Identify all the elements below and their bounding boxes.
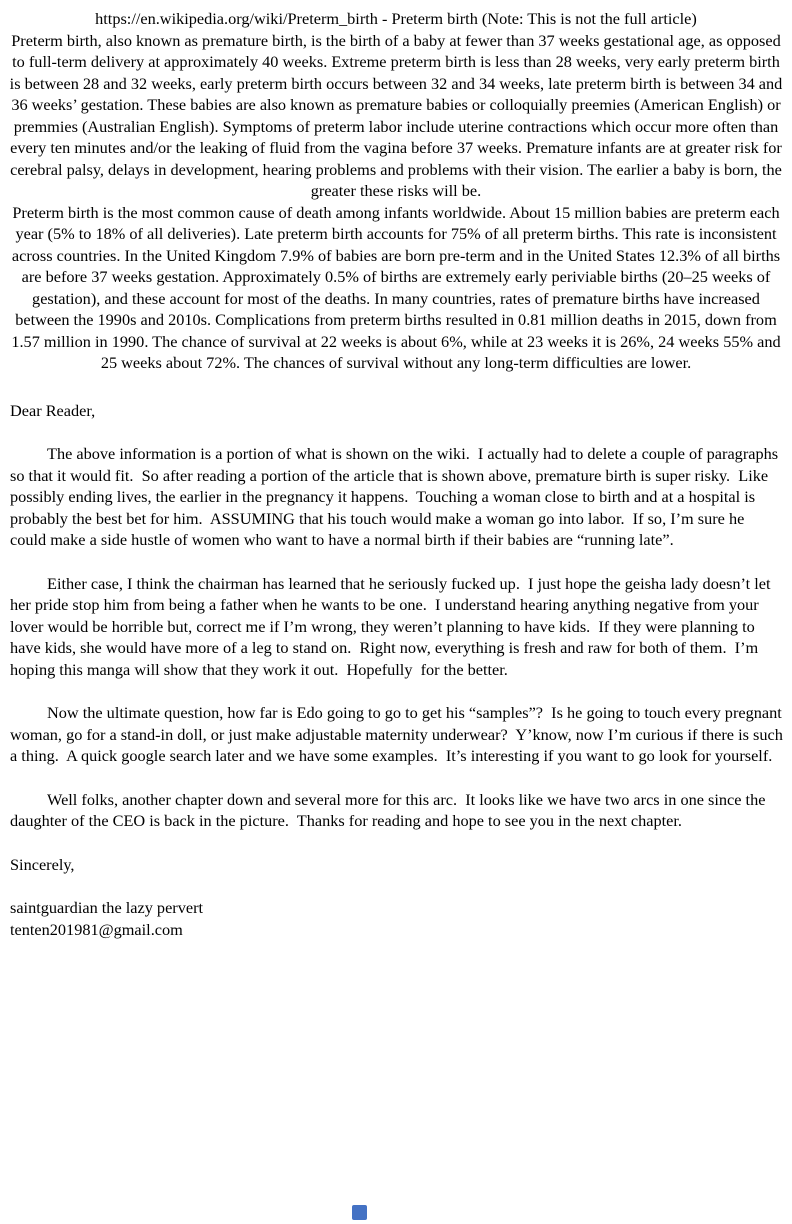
letter-paragraph-4: Well folks, another chapter down and several more for this arc. It looks like we have two arcs in one since the daughter of the CEO is back in the picture. Thanks for reading and hope to see you in the next chapter. [10,789,770,830]
signature-name: saintguardian the lazy pervert [10,898,204,917]
letter-paragraph-2: Either case, I think the chairman has learned that he seriously fucked up. I just hope the geisha lady doesn’t let her pride stop him from being a father when he wants to be one. I understand hearing anything negative from your lover would be horrible but, correct me if I’m wrong, they weren’t planning to have kids. If they were planning to have kids, she would have more of a leg to stand on. Right now, everything is fresh and raw for both of them. I’m hoping this manga will show that they work it out. Hopefully for the better. [10,573,775,679]
signature-block [10,897,784,940]
closing: Sincerely, [10,854,75,874]
wiki-paragraph-2: Preterm birth is the most common cause of death among infants worldwide. About 15 million babies are preterm each year (5% to 18% of all deliveries). Late preterm birth accounts for 75% of all preterm births. This rate is inconsistent across countries. In the United Kingdom 7.9% of babies are born pre-term and in the United States 12.3% of all births are before 37 weeks gestation. Approximately 0.5% of births are extremely early periviable births (20–25 weeks of gestation), and these account for most of the deaths. In many countries, rates of premature births have increased between the 1990s and 2010s. Complications from preterm births resulted in 0.81 million deaths in 2015, down from 1.57 million in 1990. The chance of survival at 22 weeks is about 6%, while at 23 weeks it is 26%, 24 weeks 55% and 25 weeks about 72%. The chances of survival without any long-term difficulties are lower. [11,202,781,372]
signature-email: tenten201981@gmail.com [10,919,183,939]
wiki-excerpt-section [0,8,792,374]
letter-paragraph-3: Now the ultimate question, how far is Edo going to go to get his “samples”? Is he going to touch every pregnant woman, go for a stand-in doll, or just make adjustable maternity underwear? Y’know, now I’m curious if there is such a thing. A quick google search later and we have some examples. It’s interesting if you want to go look for yourself. [10,703,787,765]
wiki-paragraph-1: Preterm birth, also known as premature birth, is the birth of a baby at fewer than 37 weeks gestational age, as opposed to full-term delivery at approximately 40 weeks. Extreme preterm birth is less than 28 weeks, very early preterm birth is between 28 and 32 weeks, early preterm birth occurs between 32 and 34 weeks, late preterm birth is between 34 and 36 weeks’ gestation. These babies are also known as premature babies or colloquially preemies (American English) or premmies (Australian English). Symptoms of preterm labor include uterine contractions which occur more often than every ten minutes and/or the leaking of fluid from the vagina before 37 weeks. Premature infants are at greater risk for cerebral palsy, delays in development, hearing problems and problems with their vision. The earlier a baby is born, the greater these risks will be. [9,30,783,200]
source-url-line: https://en.wikipedia.org/wiki/Preterm_birth - Preterm birth (Note: This is not the full article) [95,9,697,28]
letter-section [0,400,792,941]
salutation: Dear Reader, [10,400,96,420]
blue-marker [352,1205,367,1220]
letter-paragraph-1: The above information is a portion of what is shown on the wiki. I actually had to delete a couple of paragraphs so that it would fit. So after reading a portion of the article that is shown above, premature birth is super risky. Like possibly ending lives, the earlier in the pregnancy it happens. Touching a woman close to birth and at a hospital is probably the best bet for him. ASSUMING that his touch would make a woman go into labor. If so, I’m sure he could make a side hustle of women who want to have a normal birth if their babies are “running late”. [10,444,783,549]
